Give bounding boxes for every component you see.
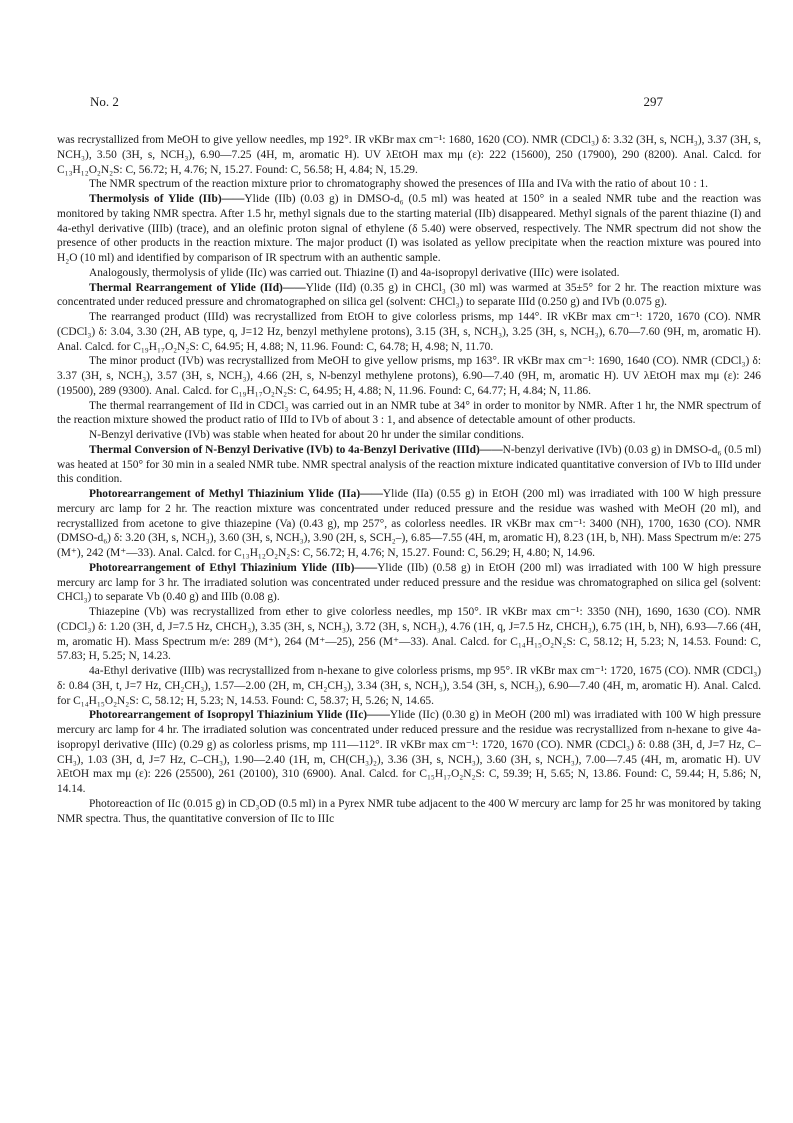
paragraph-text: Ylide (IId) (0.35 g) in CHCl₃ (30 ml) was warmed at 35±5° for 2 hr. The reaction mixture was concentrated under reduced pressure and chromatographed on silica gel (solvent: CHCl₃) to separate IIId (0.250 g) and IVb (0.075 g). [57,281,762,309]
paragraph-heading: Thermal Conversion of N-Benzyl Derivative (IVb) to 4a-Benzyl Derivative (IIId)—— [89,443,503,456]
paragraph [57,487,761,561]
paragraph [57,266,761,281]
paragraph [57,281,761,311]
paragraph-heading: Thermolysis of Ylide (IIb)—— [89,193,245,205]
paragraph [57,177,761,192]
paragraph-text: The rearranged product (IIId) was recrystallized from EtOH to give colorless prisms, mp 144°. IR νKBr max cm⁻¹: 1720, 1670 (CO). NMR (CDCl₃) δ: 3.04, 3.30 (2H, AB type, q, J=12 Hz, benzyl methylene protons), 3.15 (3H, s, NCH₃), 3.25 (3H, s, NCH₃), 6.70—7.60 (9H, m, aromatic H). Anal. Calcd. for C₁₉H₁₇O₂N₂S: C, 64.95; H, 4.88; N, 11.96. Found: C, 64.78; H, 4.98; N, 11.70. [57,311,761,353]
issue-number: No. 2 [90,94,119,109]
paragraph-text: Thiazepine (Vb) was recrystallized from ether to give colorless needles, mp 150°. IR νKBr max cm⁻¹: 3350 (NH), 1690, 1630 (CO). NMR (CDCl₃) δ: 1.20 (3H, d, J=7.5 Hz, CHCH₃), 3.35 (3H, s, NCH₃), 3.72 (3H, s, NCH₃), 4.76 (1H, q, J=7.5 Hz, CHCH₃), 6.75 (1H, b, NH), 6.93—7.66 (4H, m, aromatic H). Mass Spectrum m/e: 289 (M⁺), 264 (M⁺—25), 256 (M⁺—33). Anal. Calcd. for C₁₄H₁₅O₂N₂S: C, 58.12; H, 5.23; N, 14.53. Found: C, 57.83; H, 5.25; N, 14.23. [57,606,761,663]
paragraph [57,443,761,487]
paragraph-text: The thermal rearrangement of IId in CDCl₃ was carried out in an NMR tube at 34° in order to monitor by NMR. After 1 hr, the NMR spectrum of the reaction mixture showed the product ratio of IIId to IVb of about 3 : 1, and absence of detectable amount of other products. [57,399,761,427]
paragraph-text: Photoreaction of IIc (0.015 g) in CD₃OD (0.5 ml) in a Pyrex NMR tube adjacent to the 400 W mercury arc lamp for 25 hr was monitored by taking NMR spectra. Thus, the quantitative conversion of IIc to IIIc [57,797,761,825]
running-header [90,94,663,110]
paragraph-text: N-Benzyl derivative (IVb) was stable when heated for about 20 hr under the similar conditions. [89,429,524,441]
paragraph [57,664,761,708]
paragraph-text: 4a-Ethyl derivative (IIIb) was recrystallized from n-hexane to give colorless prisms, mp 95°. IR νKBr max cm⁻¹: 1720, 1675 (CO). NMR (CDCl₃) δ: 0.84 (3H, t, J=7 Hz, CH₂CH₃), 1.57—2.00 (2H, m, CH₂CH₃), 3.34 (3H, s, NCH₃), 3.54 (3H, s, NCH₃), 6.90—7.40 (4H, m, aromatic H). Anal. Calcd. for C₁₄H₁₅O₂N₂S: C, 58.12; H, 5.23; N, 14.53. Found: C, 58.37; H, 5.26; N, 14.65. [57,665,761,707]
paragraph-text: Analogously, thermolysis of ylide (IIc) was carried out. Thiazine (I) and 4a-isopropyl derivative (IIIc) were isolated. [89,266,620,279]
paragraph [57,310,761,354]
paragraph-heading: Photorearrangement of Methyl Thiazinium Ylide (IIa)—— [89,488,383,500]
paragraph-text: The NMR spectrum of the reaction mixture prior to chromatography showed the presences of IIIa and IVa with the ratio of about 10 : 1. [89,178,709,191]
paragraph [57,561,761,605]
paragraph [57,399,761,429]
paragraph [57,428,761,443]
paragraph-heading: Photorearrangement of Isopropyl Thiazinium Ylide (IIc)—— [89,709,390,722]
paragraph-text: Ylide (IIc) (0.30 g) in MeOH (200 ml) was irradiated with 100 W high pressure mercury arc lamp for 4 hr. The irradiated solution was concentrated under reduced pressure and the residue was recrystallized from n-hexane to give 4a-isopropyl derivative (IIIc) (0.29 g) as colorless prisms, mp 111—112°. IR νKBr max cm⁻¹: 1720, 1670 (CO). NMR (CDCl₃) δ: 0.88 (3H, d, J=7 Hz, C–CH₃), 1.03 (3H, d, J=7 Hz, C–CH₃), 1.90—2.40 (1H, m, CH(CH₃)₂), 3.36 (3H, s, NCH₃), 3.60 (3H, s, NCH₃), 7.00—7.45 (4H, m, aromatic H). UV λEtOH max mμ (ε): 226 (25500), 261 (20100), 310 (6900). Anal. Calcd. for C₁₅H₁₇O₂N₂S: C, 59.39; H, 5.65; N, 13.86. Found: C, 59.44; H, 5.86; N, 14.14. [57,709,761,795]
experimental-body [57,133,761,826]
page-number: 297 [643,94,663,109]
paragraph [57,605,761,664]
paragraph-heading: Thermal Rearrangement of Ylide (IId)—— [89,281,306,294]
paragraph-text: Ylide (IIb) (0.58 g) in EtOH (200 ml) was irradiated with 100 W high pressure mercury arc lamp for 3 hr. The irradiated solution was concentrated under reduced pressure and the residue was chromatographed on silica gel (solvent: CHCl₃) to separate Vb (0.40 g) and IIIb (0.08 g). [57,561,761,604]
paragraph [57,708,761,797]
paragraph-text: was recrystallized from MeOH to give yellow needles, mp 192°. IR νKBr max cm⁻¹: 1680, 1620 (CO). NMR (CDCl₃) δ: 3.32 (3H, s, NCH₃), 3.37 (3H, s, NCH₃), 3.50 (3H, s, NCH₃), 6.90—7.25 (4H, m, aromatic H). UV λEtOH max mμ (ε): 222 (15600), 250 (17900), 290 (8200). Anal. Calcd. for C₁₃H₁₂O₂N₂S: C, 56.72; H, 4.76; N, 15.27. Found: C, 56.58; H, 4.84; N, 15.29. [57,134,761,176]
paragraph-text: Ylide (IIb) (0.03 g) in DMSO-d₆ (0.5 ml) was heated at 150° in a sealed NMR tube and the reaction was monitored by taking NMR spectra. After 1.5 hr, methyl signals due to the starting material (IIb) disappeared. Methyl signals of the parent thiazine (I) and 4a-ethyl derivative (IIIb) (trace), and an olefinic proton signal of ethylene (δ 5.40) were observed, respectively. The NMR spectrum did not show the presence of other products in the reaction mixture. The major product (I) was isolated as yellow precipitate when the reaction mixture was poured into H₂O (10 ml) and identified by comparison of IR spectrum with an authentic sample. [57,193,761,264]
paragraph [57,354,761,398]
paragraph [57,133,761,177]
paragraph [57,192,761,266]
paragraph-heading: Photorearrangement of Ethyl Thiazinium Ylide (IIb)—— [89,561,378,574]
paragraph [57,797,761,827]
paragraph-text: The minor product (IVb) was recrystallized from MeOH to give yellow prisms, mp 163°. IR νKBr max cm⁻¹: 1690, 1640 (CO). NMR (CDCl₃) δ: 3.37 (3H, s, NCH₃), 3.57 (3H, s, NCH₃), 4.66 (2H, s, N-benzyl methylene protons), 6.90—7.40 (9H, m, aromatic H). UV λEtOH max mμ (ε): 246 (19500), 289 (9300). Anal. Calcd. for C₁₉H₁₇O₂N₂S: C, 64.95; H, 4.88; N, 11.96. Found: C, 64.77; H, 4.84; N, 11.86. [57,355,761,397]
paragraph-text: Ylide (IIa) (0.55 g) in EtOH (200 ml) was irradiated with 100 W high pressure mercury arc lamp for 2 hr. The reaction mixture was concentrated under reduced pressure and the residue was washed with MeOH (20 ml), and recrystallized from acetone to give thiazepine (Va) (0.43 g), mp 257°, as colorless needles. IR νKBr max cm⁻¹: 3400 (NH), 1700, 1630 (CO). NMR (DMSO-d₆) δ: 3.20 (3H, s, NCH₃), 3.60 (3H, s, NCH₃), 3.90 (2H, s, SCH₂–), 6.85—7.55 (4H, m, aromatic H), 8.23 (1H, b, NH). Mass Spectrum m/e: 275 (M⁺), 242 (M⁺—33). Anal. Calcd. for C₁₃H₁₂O₂N₂S: C, 56.72; H, 4.76; N, 15.27. Found: C, 56.29; H, 4.80; N, 14.96. [57,488,761,559]
paragraph-text: N-benzyl derivative (IVb) (0.03 g) in DMSO-d₆ (0.5 ml) was heated at 150° for 30 min in a sealed NMR tube. NMR spectral analysis of the reaction mixture indicated quantitative conversion of IVb to IIId under this condition. [57,443,761,486]
